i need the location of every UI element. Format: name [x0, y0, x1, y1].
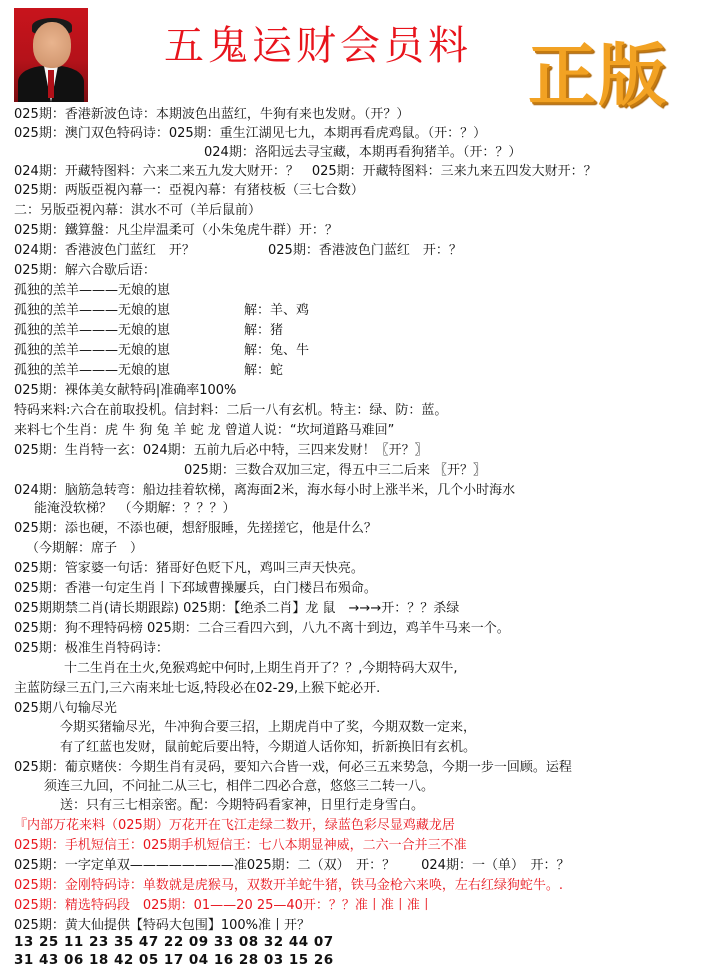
text-line: 025期：裸体美女献特码|准确率100% — [14, 383, 237, 398]
text-line: （今期解：席子 ） — [26, 541, 144, 556]
text-line: 解：羊、鸡 — [244, 303, 310, 318]
text-line: 今期买猪输尽光，牛冲狗合要三招，上期虎肖中了奖，今期双数一定来， — [60, 720, 477, 735]
text-line: 解：猪 — [244, 323, 284, 338]
text-line: 025期：解六合歇后语： — [14, 263, 156, 278]
text-line: 『内部万花来料（025期）万花开在飞江走绿二数开，绿蓝色彩尽显鸡藏龙居 — [14, 818, 455, 833]
text-line: 解：兔、牛 — [244, 343, 310, 358]
number-row-1: 13 25 11 23 35 47 22 09 33 08 32 44 07 — [14, 934, 334, 950]
text-line: 025期八句输尽光 — [14, 701, 117, 716]
text-line: 025期：管家婆一句话：猪哥好色贬下凡，鸡叫三声天快亮。 — [14, 561, 364, 576]
text-line: 024期：脑筋急转弯：船边挂着软梯，离海面2米，海水每小时上涨半米，几个小时海水 — [14, 483, 516, 498]
text-line: 来料七个生肖：虎 牛 狗 兔 羊 蛇 龙 曾道人说：“坎坷道路马难回” — [14, 423, 395, 438]
text-line: 025期：澳门双色特码诗：025期：重生江湖见七九，本期再看虎鸡鼠。（开：？） — [14, 126, 487, 141]
text-line: 025期：添也硬，不添也硬，想舒服睡，先搓搓它，他是什么？ — [14, 521, 377, 536]
text-line: 025期：金刚特码诗：单数就是虎猴马，双数开羊蛇牛猪，铁马金枪六来唤，左右红绿狗蛇牛。. — [14, 878, 563, 893]
text-line: 孤独的羔羊———无娘的崽 — [14, 283, 171, 298]
text-line: 025期：葡京赌侠：今期生肖有灵码，要知六合皆一戏，何必三五来势急，今期一步一回顾。运程 — [14, 760, 572, 775]
text-line: 二：另版亞視內幕：淇水不可（羊后鼠前） — [14, 203, 262, 218]
text-line: 有了红蓝也发财，鼠前蛇后要出特，今期道人话你知，折新换旧有玄机。 — [60, 740, 477, 755]
text-line: 024期：香港波色门蓝红 开？ — [14, 243, 195, 258]
text-line: 024期：开藏特图料：六来二来五九发大财开：？ 025期：开藏特图料：三来九来五四发大财开：？ — [14, 164, 597, 179]
text-line: 025期：鐵算盤：凡尘岸温柔可（小朱兔虎牛群）开：？ — [14, 223, 338, 238]
text-line: 能淹没软梯？ （今期解：？？？） — [34, 501, 236, 516]
page-title: 五鬼运财会员料 — [164, 23, 472, 69]
number-row-2: 31 43 06 18 42 05 17 04 16 28 03 15 26 — [14, 952, 334, 968]
text-line: 025期：狗不理特码榜 025期：二合三看四六到，八九不离十到边，鸡羊牛马来一个。 — [14, 621, 510, 636]
text-line: 送：只有三七相亲密。配：今期特码看家神，日里行走身雪白。 — [60, 798, 425, 813]
text-line: 025期：黄大仙提供【特码大包围】100%准丨开？ — [14, 918, 310, 933]
text-line: 孤独的羔羊———无娘的崽 — [14, 343, 171, 358]
text-line: 孤独的羔羊———无娘的崽 — [14, 303, 171, 318]
text-line: 025期：三数合双加三定，得五中三二后来 〖开？〗 — [184, 463, 486, 478]
text-line: 025期：香港一句定生肖丨下邳域曹操屢兵，白门楼吕布殒命。 — [14, 581, 377, 596]
text-line: 025期：一字定单双————————准025期：二（双） 开：？ 024期：一（单） 开：？ — [14, 858, 570, 873]
genuine-badge: 正版 — [528, 36, 669, 116]
text-line: 025期期禁二肖(请长期跟踪) 025期：【绝杀二肖】龙 鼠 →→→开：？？杀绿 — [14, 601, 460, 616]
text-line: 025期：香港波色门蓝红 开：？ — [268, 243, 462, 258]
text-line: 025期：手机短信王：025期手机短信王：七八本期显神威，二六一合并三不准 — [14, 838, 467, 853]
text-line: 025期：两版亞視內幕一：亞視內幕：有猪枝板（三七合数） — [14, 183, 364, 198]
text-line: 主蓝防绿三五门,三六南来址七返,特段必在02-29,上猴下蛇必开. — [14, 681, 381, 696]
text-line: 025期：极准生肖特码诗： — [14, 641, 169, 656]
text-line: 须连三九回，不问扯二从三七，相伴二四必合意，悠悠三二转一八。 — [44, 779, 435, 794]
text-line: 特码来料:六合在前取投机。信封料：二后一八有玄机。特主：绿、防：蓝。 — [14, 403, 448, 418]
text-line: 解：蛇 — [244, 363, 284, 378]
text-line: 025期：精选特码段 025期：01——20 25—40开：？？准丨准丨准丨 — [14, 898, 433, 913]
text-line: 十二生肖在土火,免猴鸡蛇中何时,上期生肖开了？？,今期特码大双牛, — [64, 661, 458, 676]
text-line: 025期：生肖特一玄：024期：五前九后必中特，三四来发财！〖开？〗 — [14, 443, 428, 458]
text-line: 025期：香港新波色诗：本期波色出蓝红，牛狗有来也发财。（开？） — [14, 107, 410, 122]
portrait-photo — [14, 8, 88, 102]
text-line: 孤独的羔羊———无娘的崽 — [14, 363, 171, 378]
text-line: 孤独的羔羊———无娘的崽 — [14, 323, 171, 338]
text-line: 024期：洛阳远去寻宝藏，本期再看狗猪羊。（开：？） — [204, 145, 522, 160]
